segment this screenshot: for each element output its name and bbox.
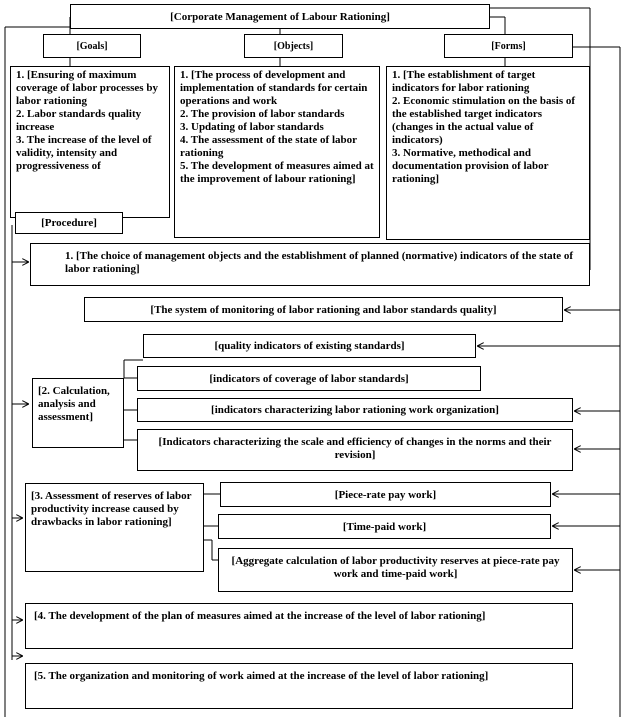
indicator-organization: [indicators characterizing labor rationing work organization] (137, 398, 573, 422)
object-item: 3. Updating of labor standards (180, 121, 324, 133)
reserve-aggregate: [Aggregate calculation of labor productivity reserves at piece-rate pay work and time-paid work] (218, 548, 573, 592)
step-5-box: [5. The organization and monitoring of work aimed at the increase of the level of labor rationing] (25, 663, 573, 709)
step-4-box: [4. The development of the plan of measures aimed at the increase of the level of labor rationing] (25, 603, 573, 649)
monitoring-box: [The system of monitoring of labor rationing and labor standards quality] (84, 297, 563, 322)
indicator-revision: [Indicators characterizing the scale and efficiency of changes in the norms and their revision] (137, 429, 573, 471)
goal-item: 1. [Ensuring of maximum coverage of labor processes by labor rationing (16, 69, 158, 107)
form-item: 3. Normative, methodical and documentation provision of labor rationing] (392, 147, 549, 185)
form-item: 1. [The establishment of target indicators for labor rationing (392, 69, 536, 94)
indicator-quality: [quality indicators of existing standards] (143, 334, 476, 358)
object-item: 5. The development of measures aimed at the improvement of labour rationing] (180, 160, 374, 185)
goal-item: 3. The increase of the level of validity, intensity and progressiveness of (16, 134, 152, 172)
step-3-box: [3. Assessment of reserves of labor productivity increase caused by drawbacks in labor rationing] (25, 483, 204, 572)
step-2-box: [2. Calculation, analysis and assessment] (32, 378, 124, 448)
form-item: 2. Economic stimulation on the basis of the established target indicators (changes in the actual value of indicators) (392, 95, 576, 146)
objects-header: [Objects] (244, 34, 343, 58)
goals-header: [Goals] (43, 34, 141, 58)
step-1-box: 1. [The choice of management objects and the establishment of planned (normative) indicators of the state of labor rationing] (30, 243, 590, 286)
goal-item: 2. Labor standards quality increase (16, 108, 142, 133)
procedure-label: [Procedure] (15, 212, 123, 234)
object-item: 1. [The process of development and implementation of standards for certain operations and work (180, 69, 368, 107)
object-item: 4. The assessment of the state of labor rationing (180, 134, 357, 159)
object-item: 2. The provision of labor standards (180, 108, 345, 120)
diagram-title: [Corporate Management of Labour Rationing] (70, 4, 490, 29)
indicator-coverage: [indicators of coverage of labor standards] (137, 366, 481, 391)
reserve-time-paid: [Time-paid work] (218, 514, 551, 539)
forms-header: [Forms] (444, 34, 573, 58)
objects-box (174, 66, 380, 238)
reserve-piece-rate: [Piece-rate pay work] (220, 482, 551, 507)
goals-box (10, 66, 170, 218)
forms-box (386, 66, 590, 240)
